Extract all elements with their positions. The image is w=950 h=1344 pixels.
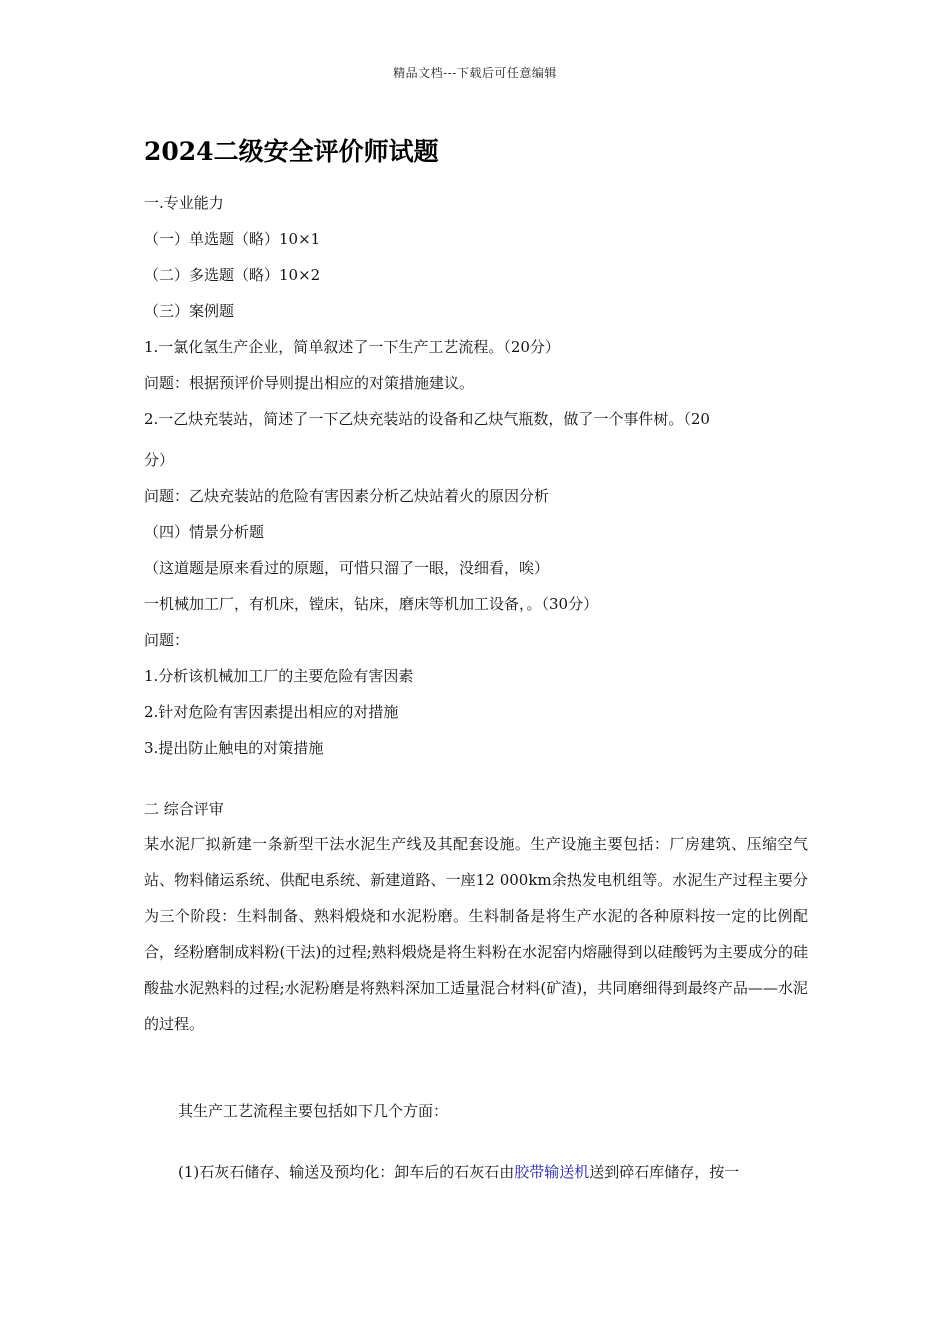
text-line: 2.针对危险有害因素提出相应的对措施 bbox=[144, 703, 399, 721]
text-line: （四）情景分析题 bbox=[144, 523, 265, 541]
subheading: 其生产工艺流程主要包括如下几个方面： bbox=[178, 1102, 449, 1120]
list-item-prefix: (1)石灰石储存、输送及预均化：卸车后的石灰石由 bbox=[178, 1163, 515, 1181]
body-paragraph: 某水泥厂拟新建一条新型干法水泥生产线及其配套设施。生产设施主要包括：厂房建筑、压缩空气站、物料储运系统、供配电系统、新建道路、一座12 000km余热发电机组等。水泥生产过程主要分为三个阶段：生料制备、熟料煅烧和水泥粉磨。生料制备是将生产水泥的各种原料按一定的比例配合，经粉磨制成料粉(干法)的过程;熟料煅烧是将生料粉在水泥窑内熔融得到以硅酸钙为主要成分的硅酸盐水泥熟料的过程;水泥粉磨是将熟料深加工适量混合材料(矿渣)，共同磨细得到最终产品——水泥的过程。 bbox=[144, 835, 808, 1033]
text-line: 3.提出防止触电的对策措施 bbox=[144, 739, 324, 757]
section-heading-professional: 一.专业能力 bbox=[144, 194, 224, 212]
text-line: （这道题是原来看过的原题，可惜只溜了一眼，没细看，唉） bbox=[144, 559, 550, 577]
text-line: 1.一氯化氢生产企业，简单叙述了一下生产工艺流程。（20分） bbox=[144, 338, 560, 356]
page-header: 精品文档---下载后可任意编辑 bbox=[393, 66, 557, 80]
text-line: （三）案例题 bbox=[144, 302, 235, 320]
text-line: 问题： bbox=[144, 631, 190, 649]
text-line: 分） bbox=[144, 451, 175, 469]
text-line: （二）多选题（略）10×2 bbox=[144, 266, 321, 284]
text-line: 问题：乙炔充装站的危险有害因素分析乙炔站着火的原因分析 bbox=[144, 487, 550, 505]
text-line: （一）单选题（略）10×1 bbox=[144, 230, 321, 248]
list-item-suffix: 送到碎石库储存，按一 bbox=[589, 1163, 740, 1181]
section-heading-review: 二 综合评审 bbox=[144, 800, 224, 818]
belt-conveyor-link[interactable]: 胶带输送机 bbox=[514, 1163, 590, 1181]
text-line: 一机械加工厂，有机床，镗床，钻床，磨床等机加工设备，。（30分） bbox=[144, 595, 599, 613]
text-line: 1.分析该机械加工厂的主要危险有害因素 bbox=[144, 667, 414, 685]
text-line: 问题：根据预评价导则提出相应的对策措施建议。 bbox=[144, 374, 475, 392]
document-title: 2024二级安全评价师试题 bbox=[144, 137, 439, 166]
list-item bbox=[178, 1162, 808, 1182]
text-line: 2.一乙炔充装站，简述了一下乙炔充装站的设备和乙炔气瓶数，做了一个事件树。（20 bbox=[144, 410, 710, 428]
